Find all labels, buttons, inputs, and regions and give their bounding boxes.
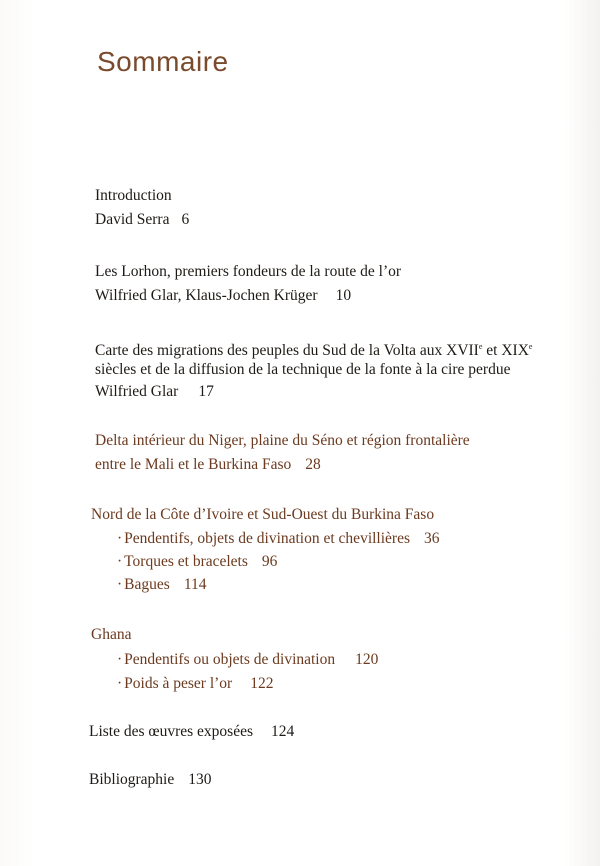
page-number: 10 [335,287,352,304]
entry-title: Ghana [91,626,132,643]
bullet-dot: · [117,576,123,593]
toc-entry-intro-title [95,186,172,206]
page-number: 114 [183,576,207,593]
superscript: e [528,342,533,351]
toc-entry-delta-line1 [95,431,470,451]
page-number: 36 [424,530,440,547]
page-number: 17 [198,383,214,400]
toc-entry-liste [89,722,294,742]
page-number: 130 [188,771,212,788]
bullet-dot: · [117,675,123,692]
toc-entry-carte-line2 [95,360,510,380]
toc-subentry [117,529,440,549]
toc-entry-carte-line1 [95,337,532,361]
page-number: 122 [250,675,274,692]
entry-title-part: entre le Mali et le Burkina Faso [95,456,292,473]
entry-author: Wilfried Glar, Klaus-Jochen Krüger [95,287,318,304]
toc-entry-biblio [89,770,212,790]
page-number: 96 [261,553,278,570]
subentry-label: Pendentifs ou objets de divination [124,651,336,668]
toc-entry-carte-author [95,382,214,402]
entry-title: Les Lorhon, premiers fondeurs de la route de l’or [95,263,402,280]
entry-title-part: Delta intérieur du Niger, plaine du Séno et région frontalière [95,432,470,449]
toc-entry-intro-author [95,210,189,230]
subentry-label: Poids à peser l’or [124,675,233,692]
subentry-label: Pendentifs, objets de divination et chevillières [124,530,410,547]
bullet-dot: · [117,553,123,570]
entry-title-part: et XIX [482,342,529,359]
toc-subentry [117,650,378,670]
entry-title: Bibliographie [89,771,175,788]
entry-title: Introduction [95,187,172,204]
toc-entry-nord-title [91,505,434,525]
subentry-label: Bagues [124,576,170,593]
entry-author: David Serra [95,211,170,228]
subentry-label: Torques et bracelets [124,553,248,570]
toc-entry-delta-line2 [95,455,321,475]
entry-author: Wilfried Glar [95,383,179,400]
toc-subentry [117,552,277,572]
page-number: 124 [271,723,295,740]
page-title: Sommaire [97,46,229,77]
page-number: 120 [355,651,379,668]
bullet-dot: · [117,530,123,547]
superscript: e [478,342,483,351]
toc-entry-lorhon-title [95,262,401,282]
entry-title: Nord de la Côte d’Ivoire et Sud-Ouest du Burkina Faso [91,506,435,523]
entry-title-part: siècles et de la diffusion de la technique de la fonte à la cire perdue [95,361,511,378]
toc-entry-lorhon-author [95,286,351,306]
bullet-dot: · [117,651,123,668]
toc-subentry [117,575,207,595]
entry-title: Liste des œuvres exposées [89,723,253,740]
page-number: 6 [181,211,190,228]
page-number: 28 [305,456,321,473]
toc-subentry [117,674,273,694]
entry-title-part: Carte des migrations des peuples du Sud de la Volta aux XVII [95,342,479,359]
toc-entry-ghana-title [91,625,131,645]
